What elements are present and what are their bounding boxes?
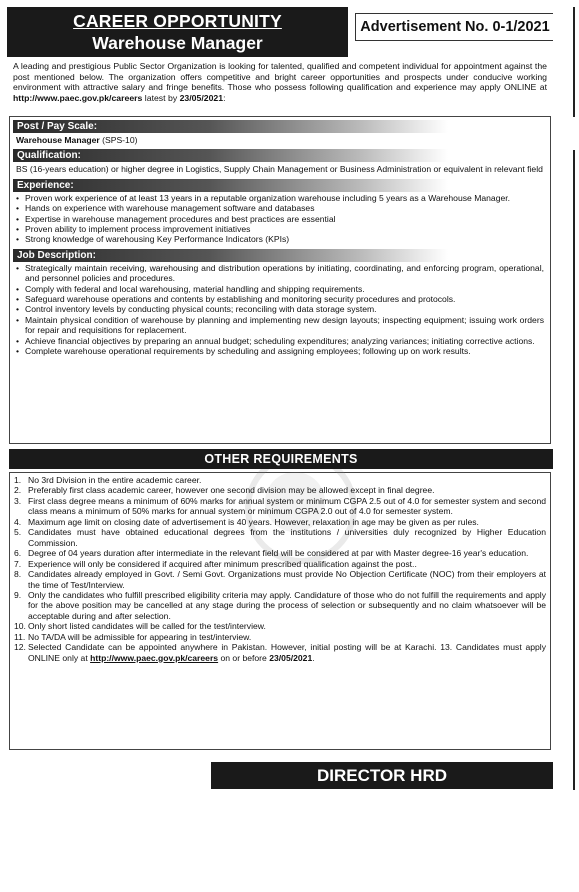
list-item: 7. Experience will only be considered if acquired after minimum prescribed qualification against the post.. bbox=[14, 558, 417, 569]
list-item: 3. First class degree means a minimum of 60% marks for annual system or minimum CGPA 2.5 out of 4.0 for semester system and second class means a minimum of 50% marks for annual system or minimum CGPA 2.0 out of 4.0 for semester system. bbox=[14, 495, 546, 517]
application-deadline: 23/05/2021 bbox=[179, 92, 224, 103]
advertisement-number: Advertisement No. 0-1/2021 bbox=[355, 13, 553, 41]
post-title: Warehouse Manager bbox=[16, 135, 100, 145]
requirement-end: . bbox=[312, 652, 315, 663]
requirement-text: Candidates already employed in Govt. / Semi Govt. Organizations must provide No Objection Certificate (NOC) from their employers at the time of Test/Interview. bbox=[28, 569, 546, 590]
advertisement bbox=[7, 7, 553, 789]
requirement-text: No 3rd Division in the entire academic career. bbox=[28, 475, 202, 485]
pay-scale: (SPS-10) bbox=[99, 135, 138, 145]
list-item: 6. Degree of 04 years duration after intermediate in the relevant field will be considered at par with Master degree-16 year's education. bbox=[14, 548, 529, 559]
job-description-heading: Job Description: bbox=[13, 249, 448, 262]
other-requirements-title: OTHER REQUIREMENTS bbox=[9, 449, 553, 469]
requirement-mid: on or before bbox=[218, 652, 270, 663]
requirement-text: Degree of 04 years duration after intermediate in the relevant field will be considered at par with Master degree-16 year's education. bbox=[28, 548, 529, 559]
post-line bbox=[13, 134, 547, 147]
list-item: 10. Only short listed candidates will be called for the test/interview. bbox=[14, 621, 266, 632]
intro-paragraph bbox=[7, 57, 553, 116]
list-item: 2. Preferably first class academic career, however one second division may be allowed except in final degree. bbox=[14, 485, 435, 496]
requirement-text: Only short listed candidates will be called for the test/interview. bbox=[28, 621, 266, 632]
requirement-text: Experience will only be considered if acquired after minimum prescribed qualification against the post.. bbox=[28, 558, 417, 569]
list-item: • Safeguard warehouse operations and contents by establishing and monitoring security procedures and protocols. bbox=[25, 294, 544, 304]
list-item: 9. Only the candidates who fulfill prescribed eligibility criteria may apply. Candidature of those who do not fulfill the requirements and apply for the above position may be cancelled at any stage during the process of selection or subsequently and no claim whatsoever will be acceptable during and after selection. bbox=[14, 589, 546, 621]
other-requirements-box bbox=[9, 472, 551, 750]
experience-heading: Experience: bbox=[13, 179, 448, 192]
list-item: 4. Maximum age limit on closing date of advertisement is 40 years. However, relaxation in age may be given as per rules. bbox=[14, 516, 479, 527]
requirement-text: First class degree means a minimum of 60% marks for annual system or minimum CGPA 2.5 out of 4.0 for semester system and second class means a minimum of 50% marks for annual system or minimum CGPA 2.0 out of 4.0 for semester system. bbox=[28, 495, 546, 517]
list-item: 8. Candidates already employed in Govt. / Semi Govt. Organizations must provide No Objection Certificate (NOC) from their employers at the time of Test/Interview. bbox=[14, 569, 546, 590]
list-item: • Achieve financial objectives by preparing an annual budget; scheduling expenditures; analyzing variances; initiating corrective actions. bbox=[25, 336, 544, 346]
qualification-heading: Qualification: bbox=[13, 149, 448, 162]
requirement-text: No TA/DA will be admissible for appearing in test/interview. bbox=[28, 631, 252, 642]
qualification-text: BS (16-years education) or higher degree in Logistics, Supply Chain Management or Business Administration or equivalent in relevant field bbox=[16, 164, 543, 175]
requirement-text: Selected Candidate can be appointed anywhere in Pakistan. However, initial posting will be at Karachi. 13. Candidates must apply ONLINE only at bbox=[28, 642, 546, 663]
adjacent-column-edge bbox=[573, 150, 575, 790]
list-item: • Proven ability to implement process improvement initiatives bbox=[25, 224, 544, 234]
adjacent-column-edge bbox=[573, 7, 575, 117]
position-title: Warehouse Manager bbox=[92, 33, 263, 53]
career-opportunity-title: CAREER OPPORTUNITY bbox=[73, 11, 282, 31]
list-item: 5. Candidates must have obtained educational degrees from the institutions / universities duly recognized by Higher Education Commission. bbox=[14, 527, 546, 548]
other-requirements-header bbox=[7, 446, 553, 472]
ad-footer bbox=[7, 749, 553, 789]
list-item: • Expertise in warehouse management procedures and best practices are essential bbox=[25, 214, 544, 224]
intro-mid: latest by bbox=[142, 92, 180, 103]
list-item: 1. No 3rd Division in the entire academic career. bbox=[14, 475, 202, 485]
requirement-text: Only the candidates who fulfill prescribed eligibility criteria may apply. Candidature of those who do not fulfill the requirements and apply for the above position may be cancelled at any stage during the process of selection or subsequently and no claim whatsoever will be acceptable during and after selection. bbox=[28, 589, 546, 621]
list-item: 12. Selected Candidate can be appointed anywhere in Pakistan. However, initial posting will be at Karachi. 13. Candidates must apply ONLINE only at http://www.paec.gov.pk/careers on or before 23/05/2021. bbox=[14, 642, 546, 663]
post-details-box bbox=[9, 116, 551, 444]
careers-link[interactable]: http://www.paec.gov.pk/careers bbox=[13, 92, 143, 103]
list-item: • Maintain physical condition of warehouse by planning and implementing new design layouts; inspecting equipment; issuing work orders for repair and requisitions for replacement. bbox=[25, 315, 544, 336]
list-item: • Control inventory levels by conducting physical counts; reconciling with data storage system. bbox=[25, 304, 544, 314]
careers-link-footer[interactable]: http://www.paec.gov.pk/careers bbox=[90, 652, 219, 663]
intro-text: A leading and prestigious Public Sector Organization is looking for talented, qualified and competent individual for appointment against the post mentioned below. The organization offers competitive and bright career opportunities and prospects under conducive working environment with attractive salary and fringe benefits. Those who possess following qualification and experience may apply ONLINE at bbox=[13, 61, 547, 93]
list-item: • Complete warehouse operational requirements by scheduling and assigning employees; following up on work results. bbox=[25, 346, 544, 356]
requirements-list bbox=[14, 475, 546, 663]
requirement-text: Preferably first class academic career, however one second division may be allowed except in final degree. bbox=[28, 485, 435, 496]
list-item: • Proven work experience of at least 13 years in a reputable organization warehouse including 5 years as a Warehouse Manager. bbox=[25, 193, 544, 203]
requirement-text: Maximum age limit on closing date of advertisement is 40 years. However, relaxation in age may be given as per rules. bbox=[28, 516, 479, 527]
ad-header bbox=[7, 7, 553, 57]
final-deadline: 23/05/2021 bbox=[269, 652, 313, 663]
experience-list bbox=[13, 193, 547, 247]
list-item: • Strong knowledge of warehousing Key Performance Indicators (KPIs) bbox=[25, 234, 544, 244]
requirement-text: Candidates must have obtained educational degrees from the institutions / universities duly recognized by Higher Education Commission. bbox=[28, 527, 546, 548]
list-item: • Hands on experience with warehouse management software and databases bbox=[25, 203, 544, 213]
post-heading: Post / Pay Scale: bbox=[13, 120, 448, 133]
intro-end: : bbox=[223, 92, 226, 103]
list-item: • Strategically maintain receiving, warehousing and distribution operations by initiating, coordinating, and enforcing program, operational, and personnel policies and procedures. bbox=[25, 263, 544, 284]
list-item: 11. No TA/DA will be admissible for appearing in test/interview. bbox=[14, 631, 252, 642]
job-description-list bbox=[13, 263, 547, 359]
signatory-banner: DIRECTOR HRD bbox=[211, 762, 553, 789]
list-item: • Comply with federal and local warehousing, material handling and shipping requirements. bbox=[25, 284, 544, 294]
title-banner bbox=[7, 7, 348, 57]
